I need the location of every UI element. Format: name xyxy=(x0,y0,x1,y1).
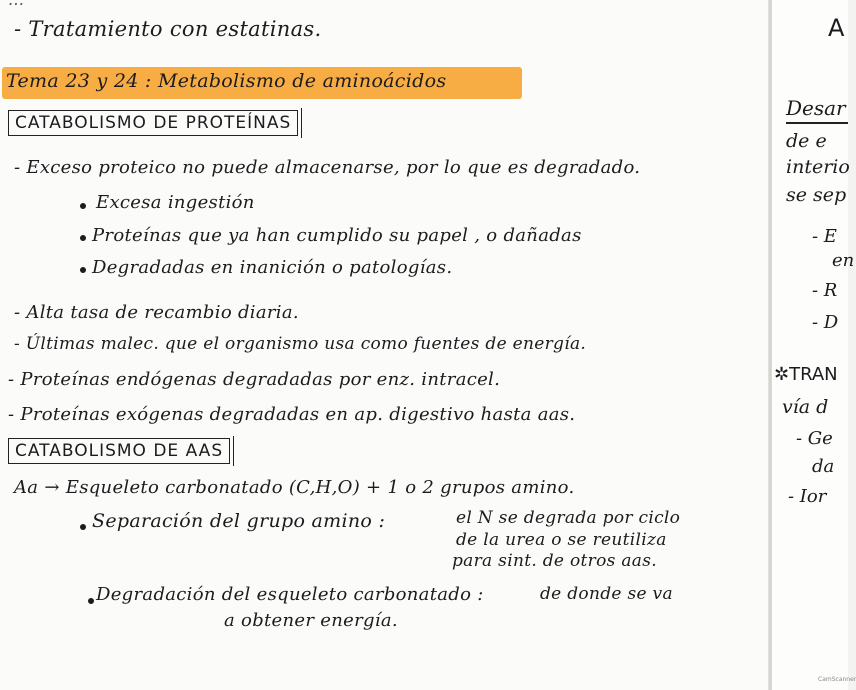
bullet-dot xyxy=(80,524,86,530)
right-dash-d: - D xyxy=(812,312,839,333)
right-underline xyxy=(786,122,848,124)
degradacion-text-1: de donde se va xyxy=(540,584,673,604)
asterisk-icon: ✲ xyxy=(774,364,790,385)
right-desar: Desar xyxy=(786,96,846,120)
degradacion-text-2: a obtener energía. xyxy=(224,610,398,631)
separacion-text-1: el N se degrada por ciclo xyxy=(456,508,681,528)
line-aa-esqueleto: Aa → Esqueleto carbonatado (C,H,O) + 1 o 2 grupos amino. xyxy=(14,477,575,498)
line-exogenas: - Proteínas exógenas degradadas en ap. digestivo hasta aas. xyxy=(8,404,576,425)
bullet-dot xyxy=(88,598,94,604)
bullet-dot xyxy=(80,267,86,273)
line-estatinas: - Tratamiento con estatinas. xyxy=(14,17,322,41)
right-interio: interio xyxy=(786,156,850,178)
right-se-sep: se sep xyxy=(786,184,847,206)
line-endogenas: - Proteínas endógenas degradadas por enz. intracel. xyxy=(8,369,501,390)
right-da: da xyxy=(812,456,835,477)
line-exceso-proteico: - Exceso proteico no puede almacenarse, por lo que es degradado. xyxy=(14,157,641,178)
sub-item-degradadas: Degradadas en inanición o patologías. xyxy=(92,257,453,278)
right-dash-ge: - Ge xyxy=(796,428,833,449)
bullet-dot xyxy=(80,235,86,241)
right-de-e: de e xyxy=(786,130,827,152)
sub-item-excesa: Excesa ingestión xyxy=(96,192,255,213)
right-letter-a: A xyxy=(828,14,845,42)
tema-title: Tema 23 y 24 : Metabolismo de aminoácidos xyxy=(6,70,447,92)
right-dash-r: - R xyxy=(812,280,838,301)
heading-catabolismo-proteinas: CATABOLISMO DE PROTEÍNAS xyxy=(8,110,298,136)
right-via-d: vía d xyxy=(782,396,829,418)
right-dash-io: - Ior xyxy=(788,486,827,507)
bullet-dot xyxy=(80,203,86,209)
sub-item-proteinas-papel: Proteínas que ya han cumplido su papel , o dañadas xyxy=(92,225,582,246)
line-alta-tasa: - Alta tasa de recambio diaria. xyxy=(14,302,299,323)
camscanner-watermark: CamScanner xyxy=(818,676,856,683)
line-ultimas: - Últimas malec. que el organismo usa como fuentes de energía. xyxy=(14,334,587,354)
notebook-right-page xyxy=(772,0,855,690)
right-dash-e: - E xyxy=(812,226,837,247)
separacion-text-2: de la urea o se reutiliza xyxy=(456,530,667,550)
right-trans: ✲TRAN xyxy=(774,364,838,385)
degradacion-label: Degradación del esqueleto carbonatado : xyxy=(96,584,484,605)
heading-catabolismo-aas: CATABOLISMO DE AAS xyxy=(8,438,230,464)
top-fragment xyxy=(8,0,24,9)
right-en: en xyxy=(832,250,855,271)
separacion-label: Separación del grupo amino : xyxy=(92,510,386,532)
separacion-text-3: para sint. de otros aas. xyxy=(452,551,657,571)
